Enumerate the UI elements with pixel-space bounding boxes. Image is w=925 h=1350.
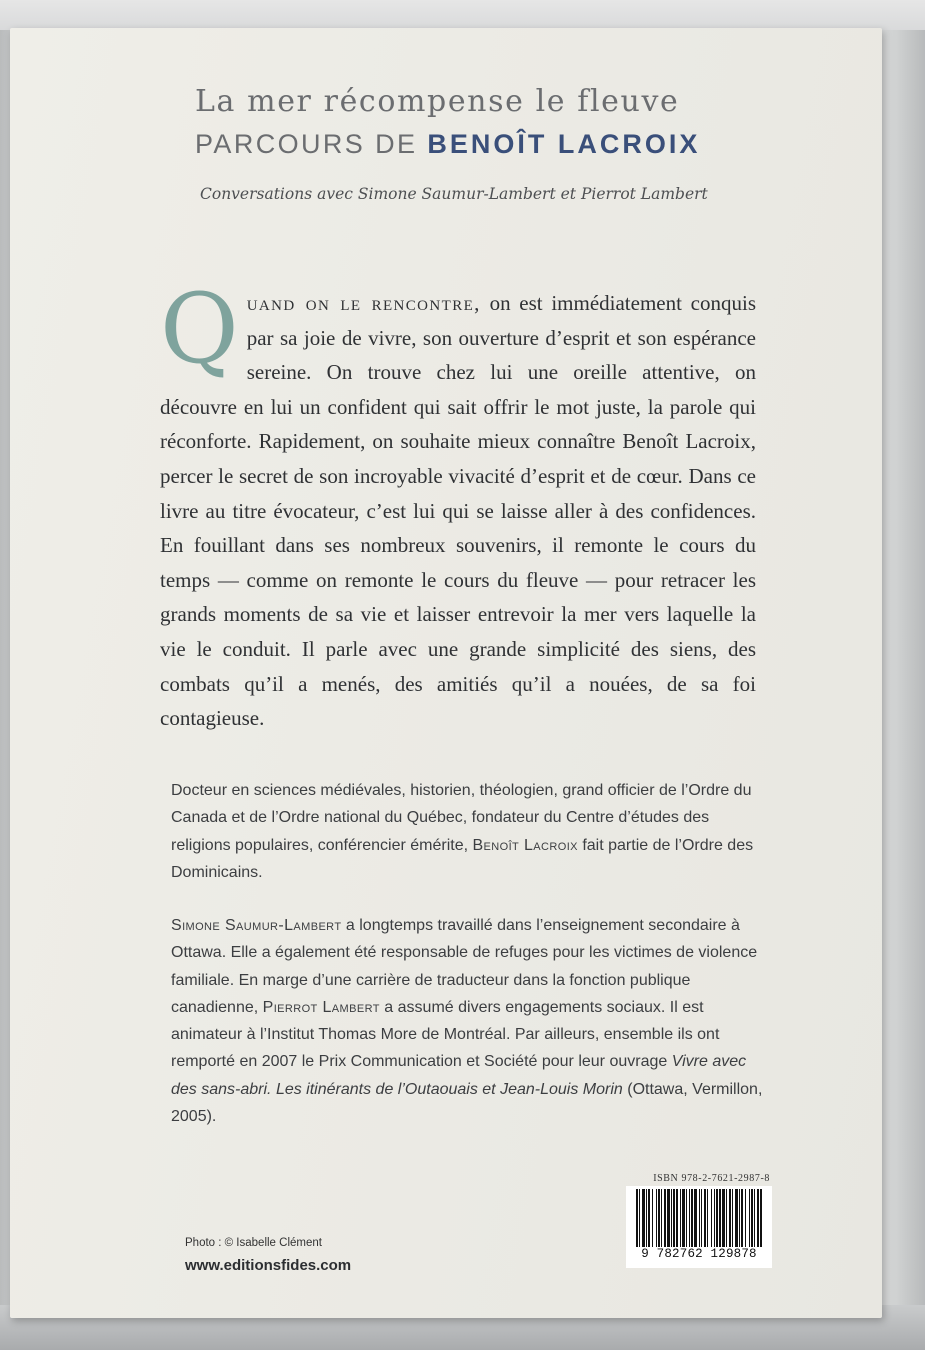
barcode-bar — [707, 1189, 708, 1247]
barcode-bar — [701, 1189, 702, 1247]
book-title: La mer récompense le fleuve — [195, 84, 680, 119]
barcode-bar — [646, 1189, 647, 1247]
barcode-bar — [704, 1189, 706, 1247]
subtitle-author-name: BENOÎT LACROIX — [427, 129, 701, 159]
barcode-bar — [652, 1189, 653, 1247]
barcode-bar — [682, 1189, 685, 1247]
publisher-website: www.editionsfides.com — [185, 1257, 352, 1274]
interviewer-name-1: Simone Saumur-Lambert — [171, 917, 342, 934]
barcode-bar — [716, 1189, 718, 1247]
book-subtitle — [195, 129, 700, 160]
isbn-label: ISBN 978-2-7621-2987-8 — [653, 1173, 770, 1184]
barcode-bar — [656, 1189, 657, 1247]
barcode-bars — [636, 1189, 762, 1247]
barcode-bar — [671, 1189, 672, 1247]
barcode-bar — [664, 1189, 666, 1247]
subtitle-prefix: PARCOURS DE — [195, 129, 418, 159]
barcode-bar — [732, 1189, 733, 1247]
interviewers-bio — [171, 912, 763, 1130]
barcode-bar — [636, 1189, 638, 1247]
barcode-bar — [729, 1189, 731, 1247]
blurb-body: on est immédiatement conquis par sa joie de vivre, son ouverture d’esprit et son espérance sereine. On trouve chez lui une oreille attentive, on découvre en lui un confident qui sait offrir le mot juste, la parole qui réconforte. Rapidement, on souhaite mieux connaître Benoît Lacroix, percer le secret de son incroyable vivacité d’esprit et de cœur. Dans ce livre au titre évocateur, c’est lui qui se laisse aller à des confidences. En fouillant dans ses nombreux souvenirs, il remonte le cours du temps — comme on remonte le cours du fleuve — pour retracer les grands moments de sa vie et laisser entrevoir la mer vers laquelle la vie le conduit. Il parle avec une grande simplicité des siens, des combats qu’il a menés, des amitiés qu’il a nouées, de sa foi contagieuse. — [160, 291, 756, 731]
barcode-bar — [658, 1189, 660, 1247]
drop-cap-letter: Q — [160, 273, 239, 385]
barcode-bar — [760, 1189, 762, 1247]
bio-author-name: Benoît Lacroix — [472, 836, 578, 854]
barcode-bar — [642, 1189, 645, 1247]
barcode-bar — [714, 1189, 715, 1247]
barcode-bar — [754, 1189, 755, 1247]
photo-credit: Photo : © Isabelle Clément — [185, 1237, 322, 1249]
barcode-bar — [699, 1189, 700, 1247]
interviewers-text-2: a assumé divers engagements sociaux. Il est animateur à l’Institut Thomas More de Montréal. Par ailleurs, ensemble ils ont remporté en 2007 le Prix Communication et Société pour leur ouvrage — [171, 998, 720, 1071]
interviewers-text-1: a longtemps travaillé dans l’enseignement secondaire à Ottawa. Elle a également été responsable de refuges pour les victimes de violence familiale. En marge d’une carrière de traducteur dans la fonction publique canadienne, — [171, 917, 758, 1016]
barcode — [626, 1186, 772, 1268]
bio-text-1: Docteur en sciences médiévales, historien, théologien, grand officier de l’Ordre du Canada et de l’Ordre national du Québec, fondateur du Centre d’études des religions populaires, conférencier émérite, — [171, 782, 752, 854]
barcode-bar — [689, 1189, 690, 1247]
author-bio — [171, 777, 763, 886]
barcode-bar — [757, 1189, 759, 1247]
barcode-bar — [661, 1189, 662, 1247]
barcode-digits: 9 782762 129878 — [641, 1247, 757, 1261]
barcode-bar — [691, 1189, 693, 1247]
interviewer-name-2: Pierrot Lambert — [262, 998, 380, 1016]
blurb-lead: uand on le rencontre, — [246, 291, 481, 315]
barcode-bar — [711, 1189, 712, 1247]
interviewers-text-3: (Ottawa, Vermillon, 2005). — [171, 1080, 763, 1126]
barcode-bar — [648, 1189, 650, 1247]
barcode-bar — [676, 1189, 678, 1247]
barcode-bar — [739, 1189, 740, 1247]
barcode-bar — [686, 1189, 687, 1247]
barcode-bar — [726, 1189, 727, 1247]
barcode-bar — [639, 1189, 640, 1247]
barcode-bar — [751, 1189, 753, 1247]
barcode-bar — [735, 1189, 738, 1247]
barcode-bar — [719, 1189, 721, 1247]
barcode-bar — [680, 1189, 681, 1247]
bio-text-2: fait partie de l’Ordre des Dominicains. — [171, 836, 754, 881]
conversations-line: Conversations avec Simone Saumur-Lambert et Pierrot Lambert — [200, 185, 708, 203]
barcode-bar — [694, 1189, 697, 1247]
blurb-paragraph — [160, 273, 756, 736]
barcode-bar — [722, 1189, 725, 1247]
barcode-bar — [673, 1189, 675, 1247]
book-reference: Vivre avec des sans-abri. Les itinérants de l’Outaouais et Jean-Louis Morin — [171, 1053, 747, 1098]
barcode-bar — [745, 1189, 746, 1247]
barcode-bar — [749, 1189, 750, 1247]
background-top — [0, 0, 925, 30]
barcode-bar — [667, 1189, 670, 1247]
barcode-bar — [741, 1189, 743, 1247]
